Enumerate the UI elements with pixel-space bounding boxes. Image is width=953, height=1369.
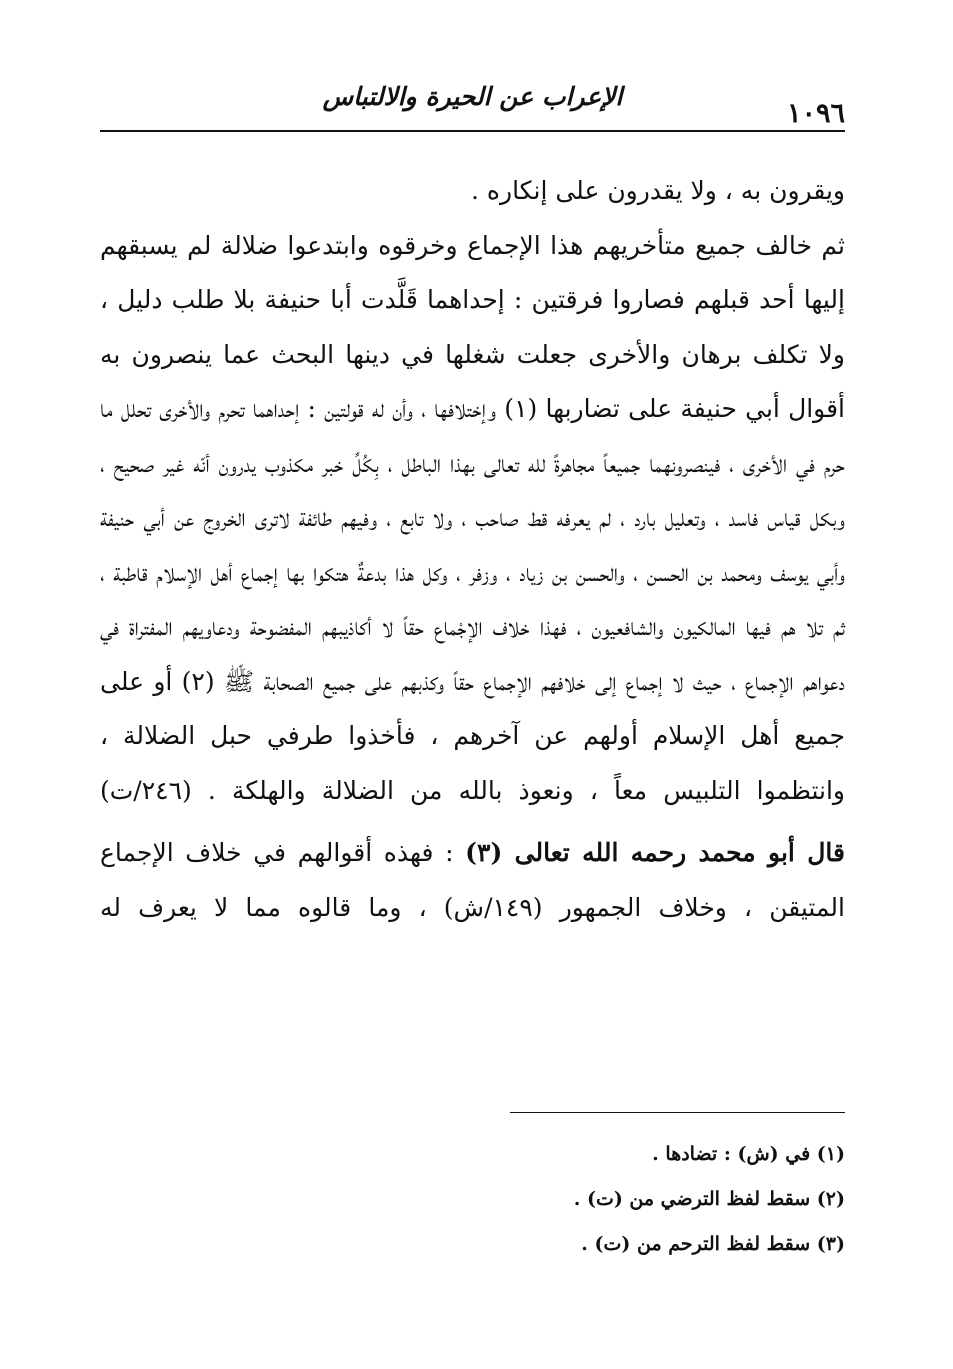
speaker-attribution: قال أبو محمد رحمه الله تعالى (٣) (465, 838, 845, 867)
footnote-rule (510, 1112, 845, 1113)
paragraph-3 (100, 826, 845, 935)
body-text (100, 164, 845, 935)
page-header (100, 76, 845, 134)
paragraph-3-text: : فهذه أقوالهم في خلاف الإجماع المتيقن ، وخلاف الجمهور (١٤٩/ش) ، وما قالوه مما لا يعرف له (100, 838, 845, 922)
paragraph-2: ثم خالف جميع متأخريهم هذا الإجماع وخرقوه وابتدعوا ضلالة لم يسبقهم إليها أحد قبلهم فصاروا فرقتين : إحداهما قَلَّدت أبا حنيفة بلا طلب دليل ، ولا تكلف برهان والأخرى جعلت شغلها في دينها البحث عما ينصرون به أقوال أبي حنيفة على تضاربها (١) وإختلافها ، وأن له قولتين : إحداهما تحرم والأخرى تحلل ما حرم في الأخرى ، فينصرونهما جميعاً مجاهرةً لله تعالى بهذا الباطل ، بِكُلِّ خبر مكذوب يدرون أنّه غير صحيح ، وبكل قياس فاسد ، وتعليل بارد ، لم يعرفه قط صاحب ، ولا تابع ، وفيهم طائفة لاترى الخروج عن أبي حنيفة وأبي يوسف ومحمد بن الحسن ، والحسن بن زياد ، وزفر ، وكل هذا بدعةٌ هتكوا بها إجماع أهل الإسلام قاطبة ، ثم تلا هم فيها المالكيون والشافعيون ، فهذا خلاف الإجْماع حقاً لا أكاذيبهم المفضوحة ودعاويهم المفتراة في دعواهم الإجماع ، حيث لا إجماع إلى خلافهم الإجماع حقاً وكذبهم على جميع الصحابة ﷺ (٢) أو على جميع أهل الإسلام أولهم عن آخرهم ، فأخذوا طرفي حبل الضلالة ، وانتظموا التلبيس معاً ، ونعوذ بالله من الضلالة والهلكة . (٢٤٦/ت) (100, 230, 846, 805)
paragraph-1: ويقرون به ، ولا يقدرون على إنكاره . (471, 176, 845, 205)
header-rule (100, 130, 845, 132)
running-title: الإعراب عن الحيرة والالتباس (322, 82, 623, 111)
footnote-2: (٢) سقط لفظ الترضي من (ت) . (573, 1188, 845, 1210)
page-number: ١٠٩٦ (786, 98, 845, 129)
footnote-3: (٣) سقط لفظ الترحم من (ت) . (581, 1233, 845, 1255)
footnote-1: (١) في (ش) : تضادها . (652, 1143, 845, 1165)
footnotes (100, 1132, 845, 1267)
